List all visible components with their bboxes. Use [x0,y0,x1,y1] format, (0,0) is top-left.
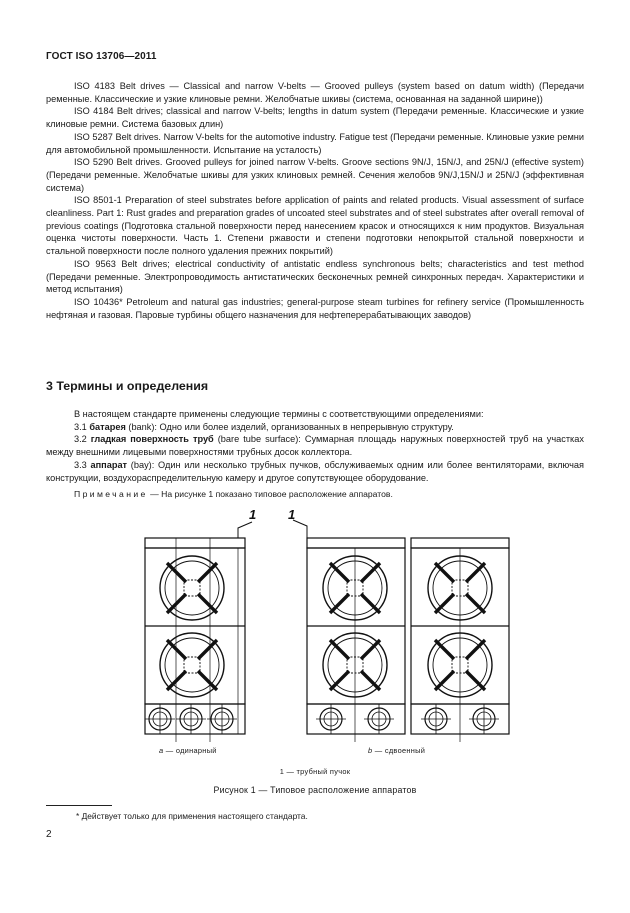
callout-number: 1 [288,507,296,522]
label-letter: b [368,746,373,755]
term-name: гладкая поверхность труб [90,434,214,445]
term-number: 3.2 [74,434,87,445]
label-dual [368,746,425,755]
motor-icon [364,704,394,734]
fan-icon [160,633,224,697]
reference-item: ISO 5290 Belt drives. Grooved pulleys for joined narrow V-belts. Groove sections 9N/J, 15N/J, and 25N/J (effective system) (Передачи ременные. Желобчатые шкивы для узких клиновых ремней. Сечения желобов 9N/J,15N/J и 25N/J (эффективная система) [46,157,584,193]
label-text: — сдвоенный [372,746,426,755]
term-name: батарея [89,421,126,432]
label-text: — одинарный [163,746,217,755]
term-name: аппарат [90,459,128,470]
running-title: ГОСТ ISO 13706—2011 [46,51,157,62]
dual-bay-drawing [293,520,509,742]
term-number: 3.1 [74,421,87,432]
term-text: (bank): Одно или более изделий, организованных в непрерывную структуру. [125,421,454,432]
footnote-rule [46,805,112,806]
reference-item: ISO 4183 Belt drives — Classical and narrow V-belts — Grooved pulleys (system based on datum width) (Передачи ременные. Классические и узкие клиновые ремни. Желобчатые шкивы (система, основанная на заданной ширине)) [46,81,584,104]
figure-legend: 1 — трубный пучок [279,767,351,776]
term-text: (bay): Один или несколько трубных пучков, обслуживаемых одним или более вентиляторами, включая конструкции, воздухораспределительную камеру и другое сопутствующее оборудование. [46,459,584,483]
fan-icon [160,556,224,620]
page-number: 2 [46,829,52,840]
reference-item: ISO 9563 Belt drives; electrical conductivity of antistatic endless synchronous belts; characteristics and test method (Передачи ременные. Электропроводимость антистатических бесконечных ремней синхронных передач. Характеристики и метод испытания) [46,258,584,295]
motor-icon [207,704,237,734]
section-intro: В настоящем стандарте применены следующие термины с соответствующими определениями: [74,409,484,419]
section-title: 3 Термины и определения [46,379,209,393]
reference-item: ISO 8501-1 Preparation of steel substrates before application of paints and related products. Visual assessment of surface cleanliness. Part 1: Rust grades and preparation grades of uncoated steel substrates and of steel substrates after overall removal of previous coatings (Подготовка стальной поверхности перед нанесением красок и относящихся к ним продуктов. Визуальная оценка чистоты поверхности. Часть 1. Степени ржавости и степени подготовки непокрытой стальной поверхности и стальной поверхности после полного удаления прежних покрытий) [46,195,584,257]
label-single [159,746,217,755]
footnote: * Действует только для применения настоящего стандарта. [76,811,308,821]
motor-icon [176,704,206,734]
label-letter: a [159,746,164,755]
single-bay-drawing [145,522,252,742]
reference-item: ISO 4184 Belt drives; classical and narrow V-belts; lengths in datum system (Передачи ременные. Классические и узкие клиновые ремни. Система базовых длин) [46,106,584,130]
callout-number: 1 [249,507,257,522]
note-text: — На рисунке 1 показано типовое расположение аппаратов. [147,489,393,500]
note-label: Примечание [74,489,148,500]
term-number: 3.3 [74,459,87,470]
motor-icon [469,704,499,734]
motor-icon [316,704,346,734]
reference-item: ISO 5287 Belt drives. Narrow V-belts for the automotive industry. Fatigue test (Передачи ременные. Клиновые узкие ремни для автомобильной промышленности. Испытание на усталость) [46,131,584,155]
reference-item: ISO 10436* Petroleum and natural gas industries; general-purpose steam turbines for refinery service (Промышленность нефтяная и газовая. Паровые турбины общего назначения для нефтеперерабатывающих заводов) [46,296,584,320]
figure-caption: Рисунок 1 — Типовое расположение аппаратов [213,785,417,795]
term-text: (bare tube surface): Суммарная площадь наружных поверхностей труб на участках между внешними лицевыми поверхностями трубных досок коллектора. [46,434,584,458]
motor-icon [145,704,175,734]
motor-icon [421,704,451,734]
